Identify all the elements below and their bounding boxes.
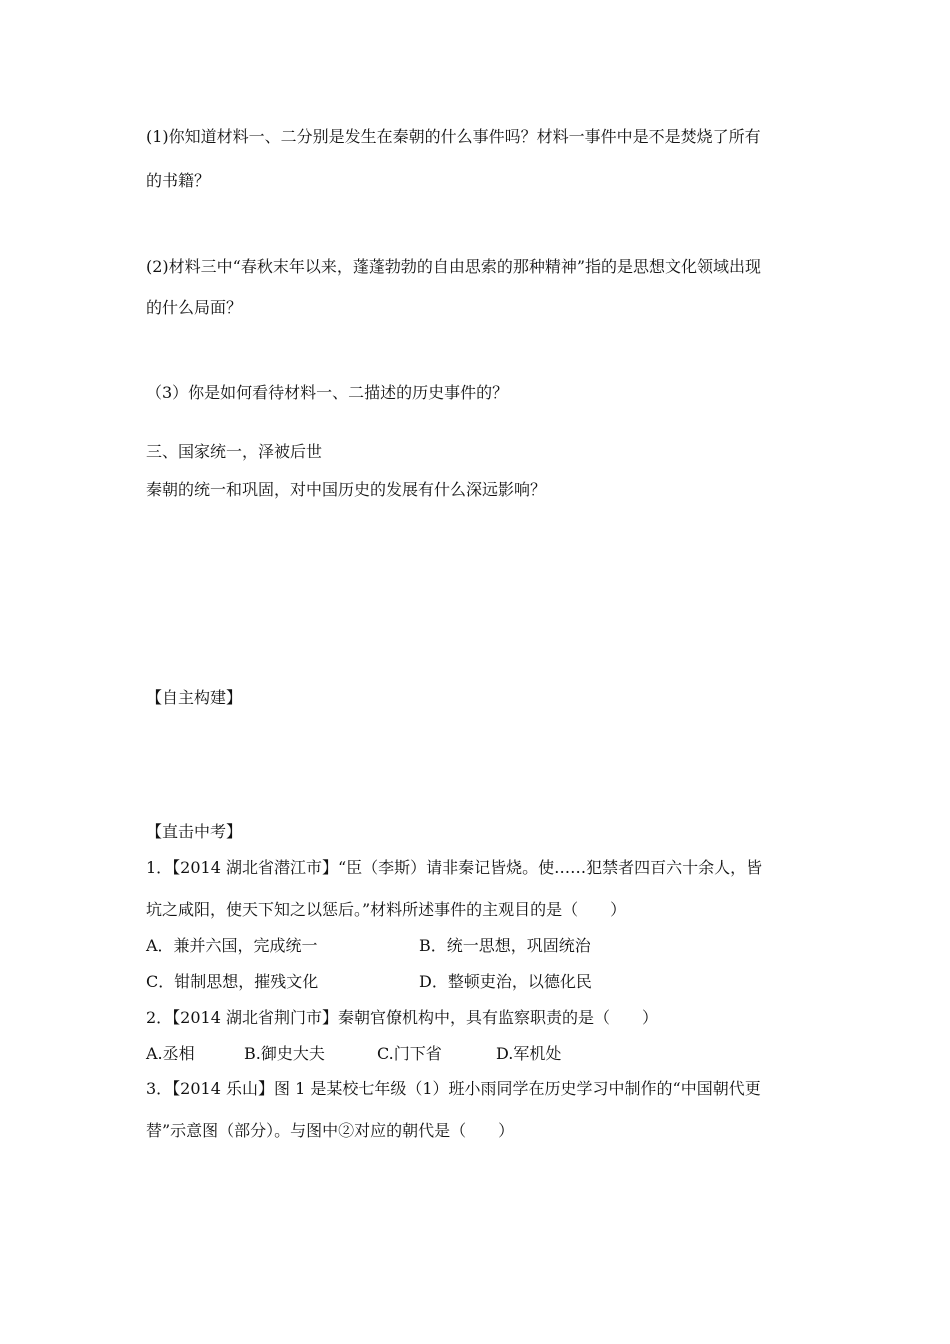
exam-item-2-option-c: C.门下省 — [377, 1044, 442, 1063]
exam-item-2-option-b: B.御史大夫 — [244, 1044, 325, 1063]
exam-item-1-option-b: B．统一思想，巩固统治 — [419, 936, 591, 955]
section-3-heading: 三、国家统一，泽被后世 — [146, 442, 323, 461]
question-1-line-1: (1)你知道材料一、二分别是发生在秦朝的什么事件吗？材料一事件中是不是焚烧了所有 — [146, 127, 761, 146]
self-build-heading: 【自主构建】 — [146, 688, 243, 707]
exam-item-1-option-d: D．整顿吏治，以德化民 — [419, 972, 592, 991]
exam-item-1-line-2: 坑之咸阳，使天下知之以惩后。”材料所述事件的主观目的是（ ） — [146, 900, 627, 919]
exam-item-2-line-1: 2．【2014 湖北省荆门市】秦朝官僚机构中，具有监察职责的是（ ） — [146, 1008, 658, 1027]
exam-item-3-line-2: 替”示意图（部分）。与图中②对应的朝代是（ ） — [146, 1121, 515, 1140]
exam-item-1-line-1: 1．【2014 湖北省潜江市】“臣（李斯）请非秦记皆烧。使……犯禁者四百六十余人，皆 — [146, 858, 763, 877]
exam-item-1-option-c: C．钳制思想，摧残文化 — [146, 972, 319, 991]
question-2-line-2: 的什么局面？ — [146, 298, 243, 317]
question-1-line-2: 的书籍？ — [146, 171, 211, 190]
exam-item-2-option-d: D.军机处 — [496, 1044, 562, 1063]
exam-heading: 【直击中考】 — [146, 822, 243, 841]
question-3: （3）你是如何看待材料一、二描述的历史事件的？ — [146, 383, 509, 402]
exam-item-2-option-a: A.丞相 — [146, 1044, 195, 1063]
exam-item-1-option-a: A．兼并六国，完成统一 — [146, 936, 318, 955]
exam-item-3-line-1: 3．【2014 乐山】图 1 是某校七年级（1）班小雨同学在历史学习中制作的“中国朝代更 — [146, 1079, 761, 1098]
question-2-line-1: (2)材料三中“春秋末年以来，蓬蓬勃勃的自由思索的那种精神”指的是思想文化领域出现 — [146, 257, 762, 276]
section-3-question: 秦朝的统一和巩固，对中国历史的发展有什么深远影响？ — [146, 480, 547, 499]
